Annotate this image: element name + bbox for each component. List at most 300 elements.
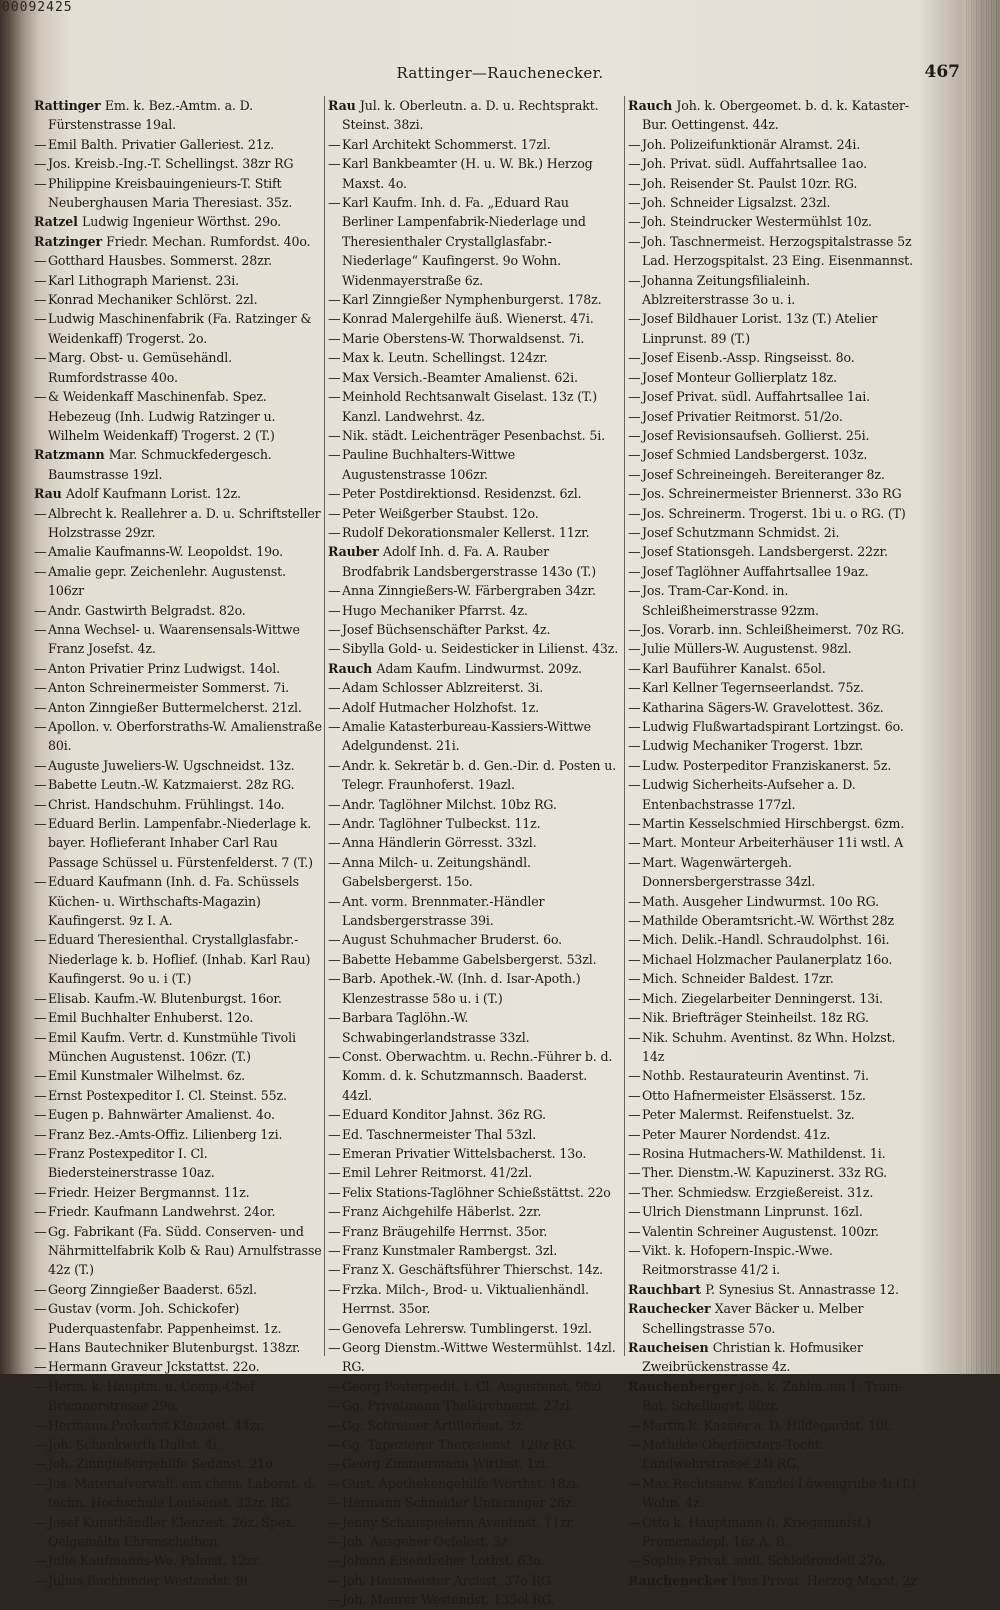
directory-entry <box>328 1319 620 1338</box>
directory-entry <box>34 1474 322 1513</box>
directory-entry <box>628 523 918 542</box>
directory-entry <box>628 135 918 154</box>
entry-text: Jos. Schreinerm. Trogerst. 1bi u. o RG. (T) <box>642 505 906 521</box>
ditto-dash: — <box>328 1514 341 1530</box>
directory-entry <box>628 271 918 310</box>
directory-entry <box>34 1086 322 1105</box>
directory-entry <box>34 1299 322 1338</box>
directory-entry <box>328 1493 620 1512</box>
entry-text: Andr. Taglöhner Milchst. 10bz RG. <box>342 796 557 812</box>
entry-text: Joh. Schneider Ligsalzst. 23zl. <box>642 195 831 211</box>
entry-text: Mich. Ziegelarbeiter Denningerst. 13i. <box>642 990 883 1006</box>
directory-entry <box>328 1202 620 1221</box>
directory-entry <box>34 232 322 251</box>
directory-entry <box>328 1416 620 1435</box>
ditto-dash: — <box>34 990 47 1006</box>
entry-text: Mathilde Oberförsters-Tocht. Landwehrstrasse 24i RG. <box>642 1437 824 1472</box>
entry-text: Katharina Sägers-W. Gravelottest. 36z. <box>642 699 884 715</box>
directory-entry <box>328 1241 620 1260</box>
directory-entry <box>328 814 620 833</box>
entry-text: P. Synesius St. Annastrasse 12. <box>705 1281 899 1297</box>
entry-text: Joh. Steindrucker Westermühlst 10z. <box>642 214 872 230</box>
ditto-dash: — <box>628 1010 641 1026</box>
directory-entry <box>628 853 918 892</box>
directory-entry <box>628 717 918 736</box>
entry-text: Vikt. k. Hofopern-Inspic.-Wwe. Reitmorstrasse 41/2 i. <box>642 1242 833 1278</box>
ditto-dash: — <box>628 408 641 424</box>
ditto-dash: — <box>628 951 641 967</box>
ditto-dash: — <box>628 1514 641 1530</box>
page-header <box>40 62 960 86</box>
directory-entry <box>34 562 322 601</box>
entry-text: Josef Schmied Landsbergerst. 103z. <box>642 447 868 463</box>
entry-text: Franz X. Geschäftsführer Thierschst. 14z. <box>342 1262 603 1278</box>
directory-entry <box>628 1183 918 1202</box>
column-1 <box>34 96 322 1590</box>
directory-entry <box>628 620 918 639</box>
directory-entry <box>628 96 918 135</box>
ditto-dash: — <box>328 524 341 540</box>
ditto-dash: — <box>628 854 641 870</box>
directory-entry <box>328 1513 620 1532</box>
directory-entry <box>328 717 620 756</box>
directory-entry <box>34 620 322 659</box>
entry-text: Julius Buchbinder Westendst. 9i. <box>48 1572 252 1588</box>
ditto-dash: — <box>628 777 641 793</box>
directory-entry <box>34 348 322 387</box>
entry-text: Anton Zinngießer Buttermelcherst. 21zl. <box>48 699 302 715</box>
ditto-dash: — <box>34 1204 47 1220</box>
ditto-dash: — <box>328 1262 341 1278</box>
directory-entry <box>34 174 322 213</box>
entry-text: Amalie Katasterbureau-Kassiers-Wittwe Adelgundenst. 21i. <box>342 719 591 754</box>
ditto-dash: — <box>34 1281 47 1297</box>
entry-text: Eduard Konditor Jahnst. 36z RG. <box>342 1107 546 1123</box>
directory-entry <box>34 1454 322 1473</box>
directory-entry <box>628 212 918 231</box>
directory-entry <box>34 872 322 930</box>
directory-entry <box>34 775 322 794</box>
directory-entry <box>34 1222 322 1280</box>
entry-text: Math. Ausgeher Lindwurmst. 10o RG. <box>642 893 879 909</box>
directory-entry <box>34 445 322 484</box>
ditto-dash: — <box>628 1204 641 1220</box>
entry-text: Georg Zinngießer Baaderst. 65zl. <box>48 1281 257 1297</box>
directory-entry <box>628 1163 918 1182</box>
ditto-dash: — <box>328 1592 341 1608</box>
directory-entry <box>328 96 620 135</box>
entry-text: Karl Architekt Schommerst. 17zl. <box>342 136 551 152</box>
ditto-dash: — <box>328 1223 341 1239</box>
directory-entry <box>34 1435 322 1454</box>
entry-text: Gg. Tapezierer Theresienst. 120z RG. <box>342 1437 576 1453</box>
directory-entry <box>328 1377 620 1396</box>
ditto-dash: — <box>328 1398 341 1414</box>
entry-text: Pauline Buchhalters-Wittwe Augustenstrasse 106zr. <box>342 447 516 482</box>
directory-entry <box>328 1163 620 1182</box>
directory-entry <box>628 426 918 445</box>
directory-entry <box>628 1571 918 1590</box>
ditto-dash: — <box>34 156 47 172</box>
ditto-dash: — <box>328 1378 341 1394</box>
entry-text: Andr. k. Sekretär b. d. Gen.-Dir. d. Posten u. Telegr. Fraunhoferst. 19azl. <box>342 757 617 793</box>
directory-entry <box>628 504 918 523</box>
entry-text: Mar. Schmuckfedergesch. Baumstrasse 19zl. <box>48 447 272 482</box>
directory-entry <box>34 96 322 135</box>
entry-text: Ant. vorm. Brennmater.-Händler Landsbergerstrasse 39i. <box>342 893 545 929</box>
entry-text: Andr. Taglöhner Tulbeckst. 11z. <box>342 816 541 832</box>
directory-entry <box>628 1435 918 1474</box>
ditto-dash: — <box>628 1223 641 1239</box>
ditto-dash: — <box>328 486 341 502</box>
entry-text: Philippine Kreisbauingenieurs-T. Stift Neuberghausen Maria Theresiast. 35z. <box>48 175 293 211</box>
entry-text: Konrad Malergehilfe äuß. Wienerst. 47i. <box>342 311 594 327</box>
entry-text: Joh. k. Obergeomet. b. d. k. Kataster-Bur. Oettingenst. 44z. <box>642 98 910 133</box>
ditto-dash: — <box>328 1010 341 1026</box>
ditto-dash: — <box>628 1087 641 1103</box>
entry-text: Gotthard Hausbes. Sommerst. 28zr. <box>48 253 272 269</box>
directory-entry <box>628 1008 918 1027</box>
directory-entry <box>34 678 322 697</box>
ditto-dash: — <box>628 214 641 230</box>
entry-text: Gg. Fabrikant (Fa. Südd. Conserven- und Nährmittelfabrik Kolb & Rau) Arnulfstrasse 42z (T.) <box>48 1223 322 1278</box>
entry-text: Nik. Briefträger Steinheilst. 18z RG. <box>642 1010 869 1026</box>
ditto-dash: — <box>328 719 341 734</box>
entry-text: Ludwig Flußwartadspirant Lortzingst. 6o. <box>642 719 904 734</box>
directory-entry <box>628 1474 918 1513</box>
entry-text: Ther. Dienstm.-W. Kapuzinerst. 33z RG. <box>642 1165 888 1181</box>
entry-text: Georg Dienstm.-Wittwe Westermühlst. 14zl. RG. <box>342 1340 616 1375</box>
directory-entry <box>328 290 620 309</box>
directory-entry <box>628 833 918 852</box>
entry-text: Gust. Apothekengehilfe Wörthst. 18zi. <box>342 1475 580 1491</box>
directory-entry <box>34 290 322 309</box>
entry-text: Adam Schlosser Ablzreiterst. 3i. <box>342 680 544 696</box>
ditto-dash: — <box>628 369 641 385</box>
entry-surname: Rauchenberger <box>628 1378 740 1394</box>
entry-surname: Ratzinger <box>34 233 107 249</box>
ditto-dash: — <box>34 874 47 890</box>
ditto-dash: — <box>628 1068 641 1084</box>
directory-entry <box>628 445 918 464</box>
ditto-dash: — <box>34 389 47 405</box>
entry-text: August Schuhmacher Bruderst. 6o. <box>342 932 563 948</box>
entry-text: Joh. Polizeifunktionär Alramst. 24i. <box>642 136 861 152</box>
entry-text: Nik. Schuhm. Aventinst. 8z Whn. Holzst. 14z <box>642 1029 896 1064</box>
directory-entry <box>628 407 918 426</box>
directory-entry <box>328 1474 620 1493</box>
entry-text: Marie Oberstens-W. Thorwaldsenst. 7i. <box>342 330 585 346</box>
ditto-dash: — <box>328 1320 341 1336</box>
entry-text: Joh. k. Zahlm. im 1. Train-Bat. Schellingst. 80zr. <box>642 1378 903 1414</box>
directory-entry <box>328 154 620 193</box>
ditto-dash: — <box>328 796 341 812</box>
entry-text: Babette Hebamme Gabelsbergerst. 53zl. <box>342 951 597 967</box>
entry-text: Hermann Schneider Unteranger 26z. <box>342 1495 576 1511</box>
directory-entry <box>628 1125 918 1144</box>
entry-text: Josef Revisionsaufseh. Gollierst. 25i. <box>642 427 870 443</box>
ditto-dash: — <box>628 486 641 502</box>
entry-text: Gustav (vorm. Joh. Schickofer) Puderquastenfabr. Pappenheimst. 1z. <box>48 1301 282 1336</box>
entry-text: Mart. Wagenwärtergeh. Donnersbergerstrasse 34zl. <box>642 854 816 890</box>
directory-entry <box>328 795 620 814</box>
entry-text: Xaver Bäcker u. Melber Schellingstrasse 57o. <box>642 1301 864 1336</box>
directory-entry <box>328 639 620 658</box>
ditto-dash: — <box>628 175 641 191</box>
entry-text: Andr. Gastwirth Belgradst. 82o. <box>48 602 246 618</box>
directory-entry <box>328 1590 620 1609</box>
directory-entry <box>34 1280 322 1299</box>
directory-entry <box>328 1008 620 1047</box>
ditto-dash: — <box>628 699 641 715</box>
entry-text: Emil Kaufm. Vertr. d. Kunstmühle Tivoli München Augustenst. 106zr. (T.) <box>48 1029 296 1064</box>
ditto-dash: — <box>34 1340 47 1355</box>
directory-entry <box>328 678 620 697</box>
ditto-dash: — <box>628 1029 641 1045</box>
entry-text: Eduard Berlin. Lampenfabr.-Niederlage k. bayer. Hoflieferant Inhaber Carl Rau Passage Schüssel u. Fürstenfelderst. 7 (T.) <box>48 816 313 870</box>
directory-entry <box>328 1105 620 1124</box>
ditto-dash: — <box>34 1378 47 1394</box>
directory-entry <box>628 1338 918 1377</box>
ditto-dash: — <box>628 893 641 909</box>
entry-text: Christ. Handschuhm. Frühlingst. 14o. <box>48 796 285 812</box>
entry-text: Max Versich.-Beamter Amalienst. 62i. <box>342 369 578 385</box>
directory-entry <box>328 542 620 581</box>
entry-text: Marg. Obst- u. Gemüsehändl. Rumfordstrasse 40o. <box>48 350 233 385</box>
directory-entry <box>328 1338 620 1377</box>
directory-entry <box>34 1338 322 1357</box>
directory-entry <box>34 154 322 173</box>
directory-entry <box>328 1144 620 1163</box>
entry-text: Amalie Kaufmanns-W. Leopoldst. 19o. <box>48 544 283 560</box>
directory-entry <box>34 484 322 503</box>
entry-text: Babette Leutn.-W. Katzmaierst. 28z RG. <box>48 777 295 793</box>
directory-entry <box>34 930 322 988</box>
entry-text: Hermann Graveur Jckstattst. 22o. <box>48 1359 260 1375</box>
directory-entry <box>628 1551 918 1570</box>
ditto-dash: — <box>328 951 341 967</box>
entry-text: Jos. Vorarb. inn. Schleißheimerst. 70z RG. <box>642 621 905 637</box>
directory-entry <box>34 1125 322 1144</box>
ditto-dash: — <box>628 389 641 405</box>
directory-entry <box>34 542 322 561</box>
entry-text: Ulrich Dienstmann Linprunst. 16zl. <box>642 1204 863 1220</box>
directory-entry <box>34 1105 322 1124</box>
ditto-dash: — <box>34 1572 47 1588</box>
directory-entry <box>34 1202 322 1221</box>
ditto-dash: — <box>34 253 47 269</box>
ditto-dash: — <box>34 1456 47 1472</box>
directory-entry <box>34 1144 322 1183</box>
entry-text: Joh. Taschnermeist. Herzogspitalstrasse 5z Lad. Herzogspitalst. 23 Eing. Eisenmannst. <box>642 233 913 269</box>
entry-text: Martin k. Kassier a. D. Hildegardst. 10i. <box>642 1417 892 1433</box>
directory-entry <box>328 1571 620 1590</box>
ditto-dash: — <box>34 1514 47 1530</box>
entry-text: Anna Wechsel- u. Waarensensals-Wittwe Franz Josefst. 4z. <box>48 621 300 657</box>
entry-surname: Rau <box>328 98 360 113</box>
directory-entry <box>34 1513 322 1552</box>
entry-text: Genovefa Lehrersw. Tumblingerst. 19zl. <box>342 1320 592 1336</box>
entry-surname: Rauchecker <box>628 1301 715 1317</box>
ditto-dash: — <box>34 602 47 618</box>
directory-entry <box>328 698 620 717</box>
ditto-dash: — <box>628 971 641 987</box>
entry-text: Karl Bauführer Kanalst. 65ol. <box>642 660 826 676</box>
entry-text: Nothb. Restaurateurin Aventinst. 7i. <box>642 1068 869 1084</box>
directory-entry <box>328 193 620 290</box>
entry-text: Mart. Monteur Arbeiterhäuser 11i wstl. A <box>642 835 904 851</box>
entry-text: Apollon. v. Oberforstraths-W. Amalienstraße 80i. <box>48 719 322 754</box>
ditto-dash: — <box>328 1165 341 1181</box>
ditto-dash: — <box>328 1204 341 1220</box>
directory-entry <box>628 775 918 814</box>
ditto-dash: — <box>328 389 341 405</box>
entry-surname: Rau <box>34 486 66 502</box>
directory-entry <box>628 1513 918 1552</box>
entry-surname: Rauber <box>328 544 383 560</box>
directory-entry <box>628 368 918 387</box>
directory-entry <box>628 465 918 484</box>
running-title: Rattinger—Rauchenecker. <box>396 64 604 82</box>
directory-entry <box>328 426 620 445</box>
entry-text: Emil Balth. Privatier Galleriest. 21z. <box>48 136 274 152</box>
entry-text: Josef Taglöhner Auffahrtsallee 19az. <box>642 563 869 579</box>
directory-entry <box>328 1454 620 1473</box>
ditto-dash: — <box>34 757 47 773</box>
ditto-dash: — <box>328 156 341 172</box>
entry-text: Johann Eisendreher Lothst. 63o. <box>342 1553 545 1569</box>
ditto-dash: — <box>628 233 641 249</box>
ditto-dash: — <box>628 1553 641 1569</box>
entry-text: Christian k. Hofmusiker Zweibrückenstrasse 4z. <box>642 1340 863 1375</box>
entry-text: Mich. Delik.-Handl. Schraudolphst. 16i. <box>642 932 890 948</box>
directory-entry <box>328 368 620 387</box>
directory-entry <box>34 756 322 775</box>
ditto-dash: — <box>34 1087 47 1103</box>
ditto-dash: — <box>628 913 641 929</box>
directory-entry <box>628 348 918 367</box>
ditto-dash: — <box>34 563 47 579</box>
ditto-dash: — <box>34 621 47 637</box>
directory-entry <box>34 659 322 678</box>
directory-entry <box>328 659 620 678</box>
entry-text: Josef Büchsenschäfter Parkst. 4z. <box>342 621 551 637</box>
entry-text: Otto k. Hauptmann (i. Kriegsminist.) Promenadepl. 16z A. B. <box>642 1514 871 1550</box>
entry-text: Ludw. Posterpeditor Franziskanerst. 5z. <box>642 757 892 773</box>
entry-text: Adolf Inh. d. Fa. A. Rauber Brodfabrik Landsbergerstrasse 143o (T.) <box>342 544 596 579</box>
directory-entry <box>628 1280 918 1299</box>
directory-entry <box>628 154 918 173</box>
entry-text: Georg Zimmermann Wirthst. 1zi. <box>342 1456 549 1472</box>
entry-text: Josef Privat. südl. Auffahrtsallee 1ai. <box>642 389 870 405</box>
entry-text: Otto Hafnermeister Elsässerst. 15z. <box>642 1087 866 1103</box>
entry-surname: Rauch <box>328 660 377 676</box>
entry-text: Frzka. Milch-, Brod- u. Viktualienhändl. Herrnst. 35or. <box>342 1281 589 1317</box>
entry-text: Amalie gepr. Zeichenlehr. Augustenst. 106zr <box>48 563 286 599</box>
directory-entry <box>328 1125 620 1144</box>
directory-entry <box>34 601 322 620</box>
column-divider <box>624 96 625 1356</box>
entry-text: Johanna Zeitungsfilialeinh. Ablzreiterstrasse 3o u. i. <box>642 272 810 308</box>
entry-text: Josef Eisenb.-Assp. Ringseisst. 8o. <box>642 350 855 366</box>
entry-text: Hermann Prokurist Klenzest. 44zr. <box>48 1417 265 1433</box>
ditto-dash: — <box>628 1165 641 1181</box>
directory-entry <box>628 698 918 717</box>
entry-text: Friedr. Kaufmann Landwehrst. 24or. <box>48 1204 276 1220</box>
entry-text: Joh. Reisender St. Paulst 10zr. RG. <box>642 175 858 191</box>
ditto-dash: — <box>34 699 47 715</box>
entry-text: Nik. städt. Leichenträger Pesenbachst. 5i. <box>342 427 605 443</box>
entry-text: Martin Kesselschmied Hirschbergst. 6zm. <box>642 816 905 832</box>
directory-entry <box>34 504 322 543</box>
entry-text: Const. Oberwachtm. u. Rechn.-Führer b. d. Komm. d. k. Schutzmannsch. Baaderst. 44zl. <box>342 1048 613 1103</box>
entry-text: Gg. Privatmann Thalkirchnerst. 27zl. <box>342 1398 574 1414</box>
directory-entry <box>628 930 918 949</box>
ditto-dash: — <box>328 893 341 909</box>
entry-text: Joh. Ausgeher Oefelest. 3z. <box>342 1534 512 1550</box>
ditto-dash: — <box>34 1417 47 1433</box>
directory-entry <box>628 1299 918 1338</box>
ditto-dash: — <box>328 1126 341 1142</box>
entry-text: Joh. Schankwirth Dultst. 4i. <box>48 1437 221 1453</box>
directory-entry <box>34 1551 322 1570</box>
ditto-dash: — <box>34 816 47 832</box>
entry-text: Peter Maurer Nordendst. 41z. <box>642 1126 831 1142</box>
entry-text: Ludwig Mechaniker Trogerst. 1bzr. <box>642 738 864 754</box>
entry-text: Adolf Hutmacher Holzhofst. 1z. <box>342 699 539 715</box>
directory-entry <box>628 1416 918 1435</box>
book-edge <box>962 0 1000 1374</box>
ditto-dash: — <box>628 136 641 152</box>
directory-entry <box>328 523 620 542</box>
directory-entry <box>34 309 322 348</box>
entry-text: Emil Lehrer Reitmorst. 41/2zl. <box>342 1165 533 1181</box>
ditto-dash: — <box>34 1553 47 1569</box>
directory-entry <box>628 581 918 620</box>
directory-entry <box>328 853 620 892</box>
entry-text: Jul. k. Oberleutn. a. D. u. Rechtsprakt. Steinst. 38zi. <box>342 98 599 133</box>
entry-text: Joh. Zinngießergehilfe Sedanst. 21o <box>48 1456 273 1472</box>
entry-text: Karl Bankbeamter (H. u. W. Bk.) Herzog Maxst. 4o. <box>342 156 593 191</box>
ditto-dash: — <box>328 427 341 443</box>
entry-text: Em. k. Bez.-Amtm. a. D. Fürstenstrasse 19al. <box>48 98 253 133</box>
entry-text: Sibylla Gold- u. Seidesticker in Lilienst. 43z. <box>342 641 619 657</box>
entry-text: Jenny Schauspielerin Aventinst. 11zr. <box>342 1514 575 1530</box>
directory-entry <box>328 601 620 620</box>
ditto-dash: — <box>328 1340 341 1355</box>
directory-entry <box>34 135 322 154</box>
directory-entry <box>34 1183 322 1202</box>
ditto-dash: — <box>628 583 641 599</box>
directory-entry <box>328 892 620 931</box>
entry-text: Adam Kaufm. Lindwurmst. 209z. <box>376 660 582 676</box>
entry-text: Joh. Privat. südl. Auffahrtsallee 1ao. <box>642 156 867 172</box>
directory-entry <box>628 542 918 561</box>
ditto-dash: — <box>328 971 341 987</box>
entry-text: Josef Monteur Gollierplatz 18z. <box>642 369 837 385</box>
ditto-dash: — <box>628 544 641 560</box>
entry-text: Rudolf Dekorationsmaler Kellerst. 11zr. <box>342 524 590 540</box>
ditto-dash: — <box>328 1417 341 1433</box>
ditto-dash: — <box>328 330 341 346</box>
entry-text: Pius Privat. Herzog Maxst. 2z <box>731 1572 917 1588</box>
entry-text: Eduard Theresienthal. Crystallglasfabr.-Niederlage k. b. Hoflief. (Inhab. Karl Rau) Kaufingerst. 9o u. i (T.) <box>48 932 311 987</box>
entry-text: Sophie Privat. südl. Schloßrondell 27o. <box>642 1553 886 1569</box>
directory-entry <box>328 581 620 600</box>
ditto-dash: — <box>34 777 47 793</box>
ditto-dash: — <box>34 1010 47 1026</box>
directory-entry <box>628 678 918 697</box>
